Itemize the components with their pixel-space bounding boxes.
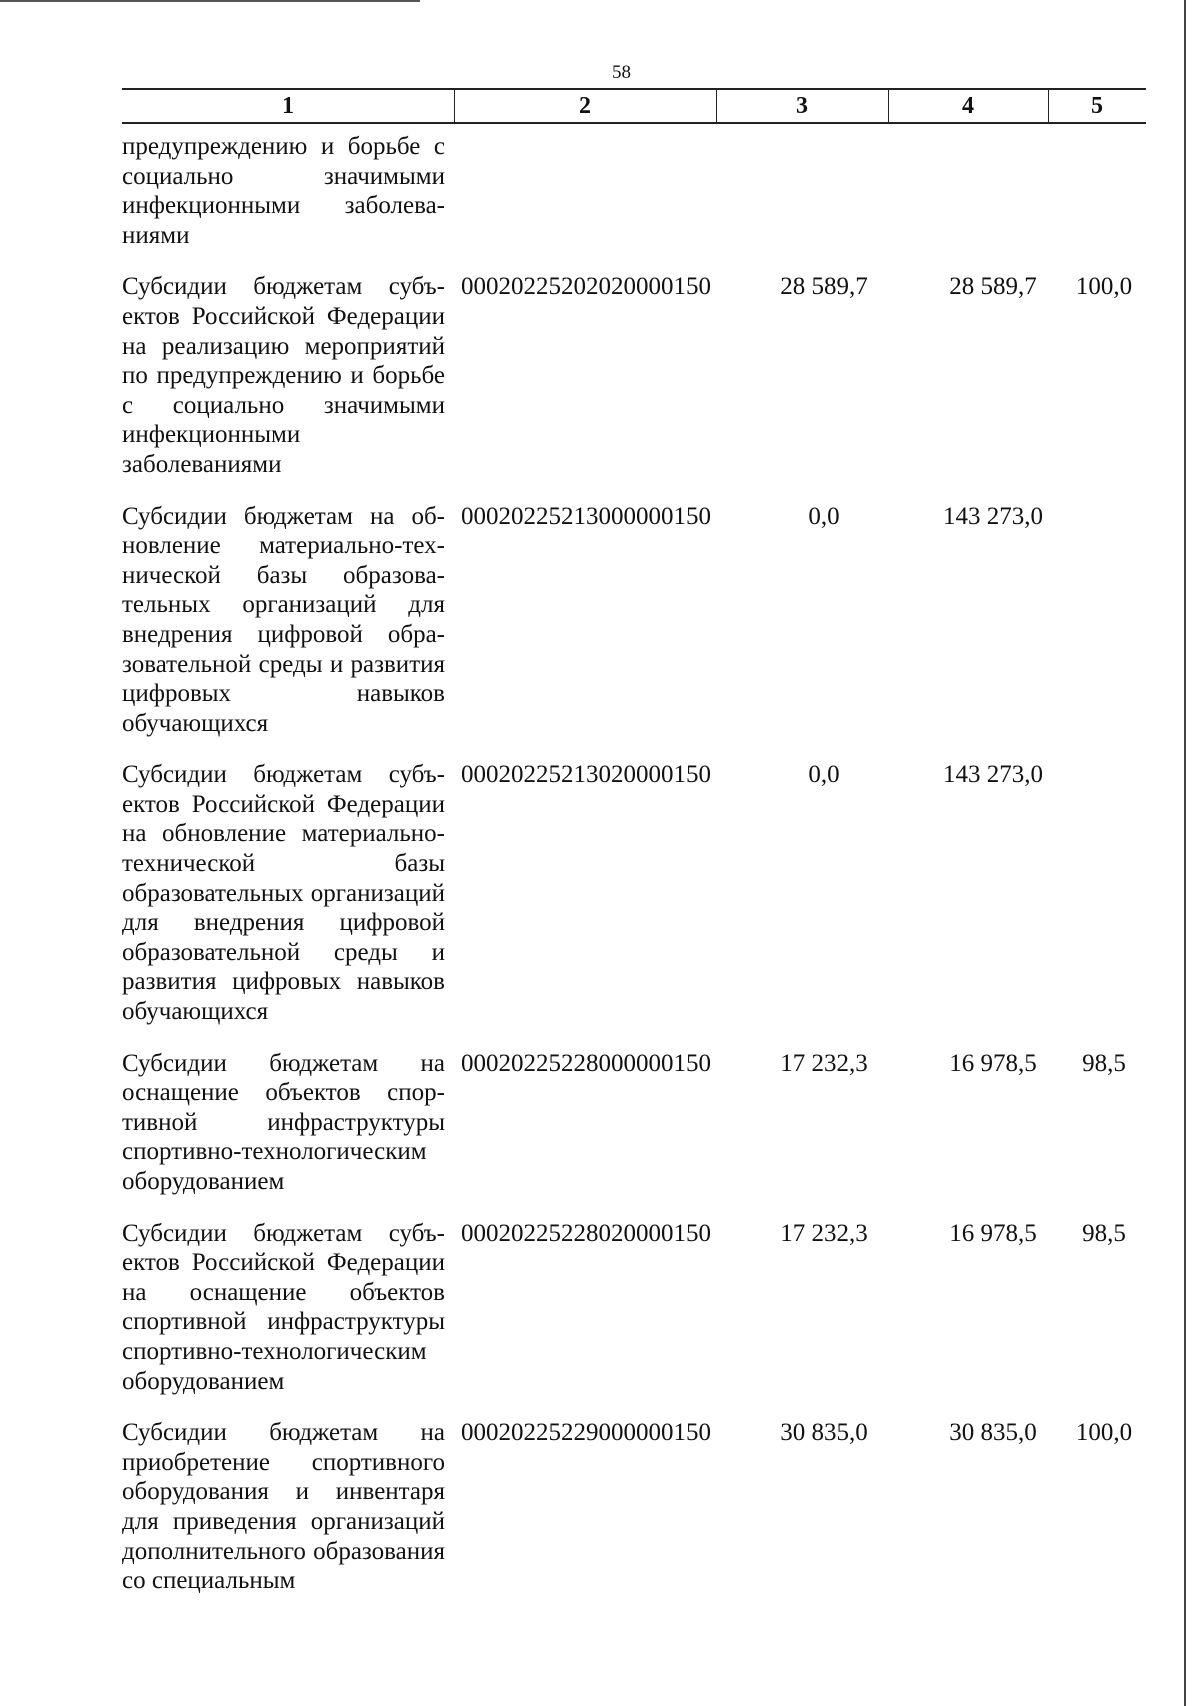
page-number: 58 xyxy=(612,62,631,83)
row-code: 00020225229000000150 xyxy=(461,1419,711,1447)
row-col5: 100,0 xyxy=(1075,1419,1133,1447)
row-name: Субсидии бюджетам на приобретение спортивного оборудования и инвентаря для приведения организаций дополнительного образования со специальным xyxy=(122,1419,445,1595)
budget-table xyxy=(122,88,1146,1596)
row-name: предупреждению и борьбе с социально значимыми инфекционными заболеваниями xyxy=(122,133,445,249)
row-name: Субсидии бюджетам субъектов Российской Федерации на обновление материально-технической базы образовательных организаций для внедрения цифровой образовательной среды и развития цифровых навыков обучающихся xyxy=(122,761,445,1026)
row-col4: 143 273,0 xyxy=(943,502,1043,530)
row-col3: 28 589,7 xyxy=(780,273,868,301)
table-row xyxy=(122,1049,1146,1197)
row-code: 00020225202020000150 xyxy=(461,273,711,301)
row-col4: 28 589,7 xyxy=(949,273,1037,301)
row-code: 00020225213020000150 xyxy=(461,761,711,789)
row-code: 00020225228000000150 xyxy=(461,1049,711,1077)
header-col-3: 3 xyxy=(796,93,808,119)
header-col-1: 1 xyxy=(282,93,294,119)
row-col4: 16 978,5 xyxy=(949,1049,1037,1077)
row-col5: 98,5 xyxy=(1082,1219,1126,1247)
row-name: Субсидии бюджетам субъектов Российской Федерации на оснащение объектов спортивной инфраструктуры спортивно-технологическим оборудованием xyxy=(122,1219,445,1395)
table-header-row xyxy=(122,88,1146,124)
row-code: 00020225228020000150 xyxy=(461,1219,711,1247)
row-col3: 17 232,3 xyxy=(780,1049,868,1077)
header-col-4: 4 xyxy=(962,93,974,119)
row-col4: 143 273,0 xyxy=(943,761,1043,789)
row-col5: 98,5 xyxy=(1082,1049,1126,1077)
scan-edge-top xyxy=(0,0,420,2)
scan-edge-right xyxy=(1184,0,1186,1706)
row-col4: 30 835,0 xyxy=(949,1419,1037,1447)
table-row xyxy=(122,1418,1146,1596)
row-col3: 17 232,3 xyxy=(780,1219,868,1247)
table-row xyxy=(122,132,1146,250)
row-col5: 100,0 xyxy=(1075,273,1133,301)
table-row xyxy=(122,502,1146,739)
table-row xyxy=(122,272,1146,479)
table-row xyxy=(122,760,1146,1026)
header-col-2: 2 xyxy=(579,93,591,119)
row-name: Субсидии бюджетам субъектов Российской Федерации на реализацию мероприятий по предупреждению и борьбе с социально значимыми инфекционными заболеваниями xyxy=(122,273,445,478)
table-row xyxy=(122,1219,1146,1397)
header-col-5: 5 xyxy=(1091,93,1103,119)
row-name: Субсидии бюджетам на оснащение объектов спортивной инфраструктуры спортивно-технологическим оборудованием xyxy=(122,1049,445,1195)
row-col4: 16 978,5 xyxy=(949,1219,1037,1247)
table-body xyxy=(122,132,1146,1596)
row-name: Субсидии бюджетам на обновление материально-технической базы образовательных организаций для внедрения цифровой образовательной среды и развития цифровых навыков обучающихся xyxy=(122,502,445,737)
row-code: 00020225213000000150 xyxy=(461,502,711,530)
row-col3: 30 835,0 xyxy=(780,1419,868,1447)
row-col3: 0,0 xyxy=(808,502,840,530)
row-col3: 0,0 xyxy=(808,761,840,789)
